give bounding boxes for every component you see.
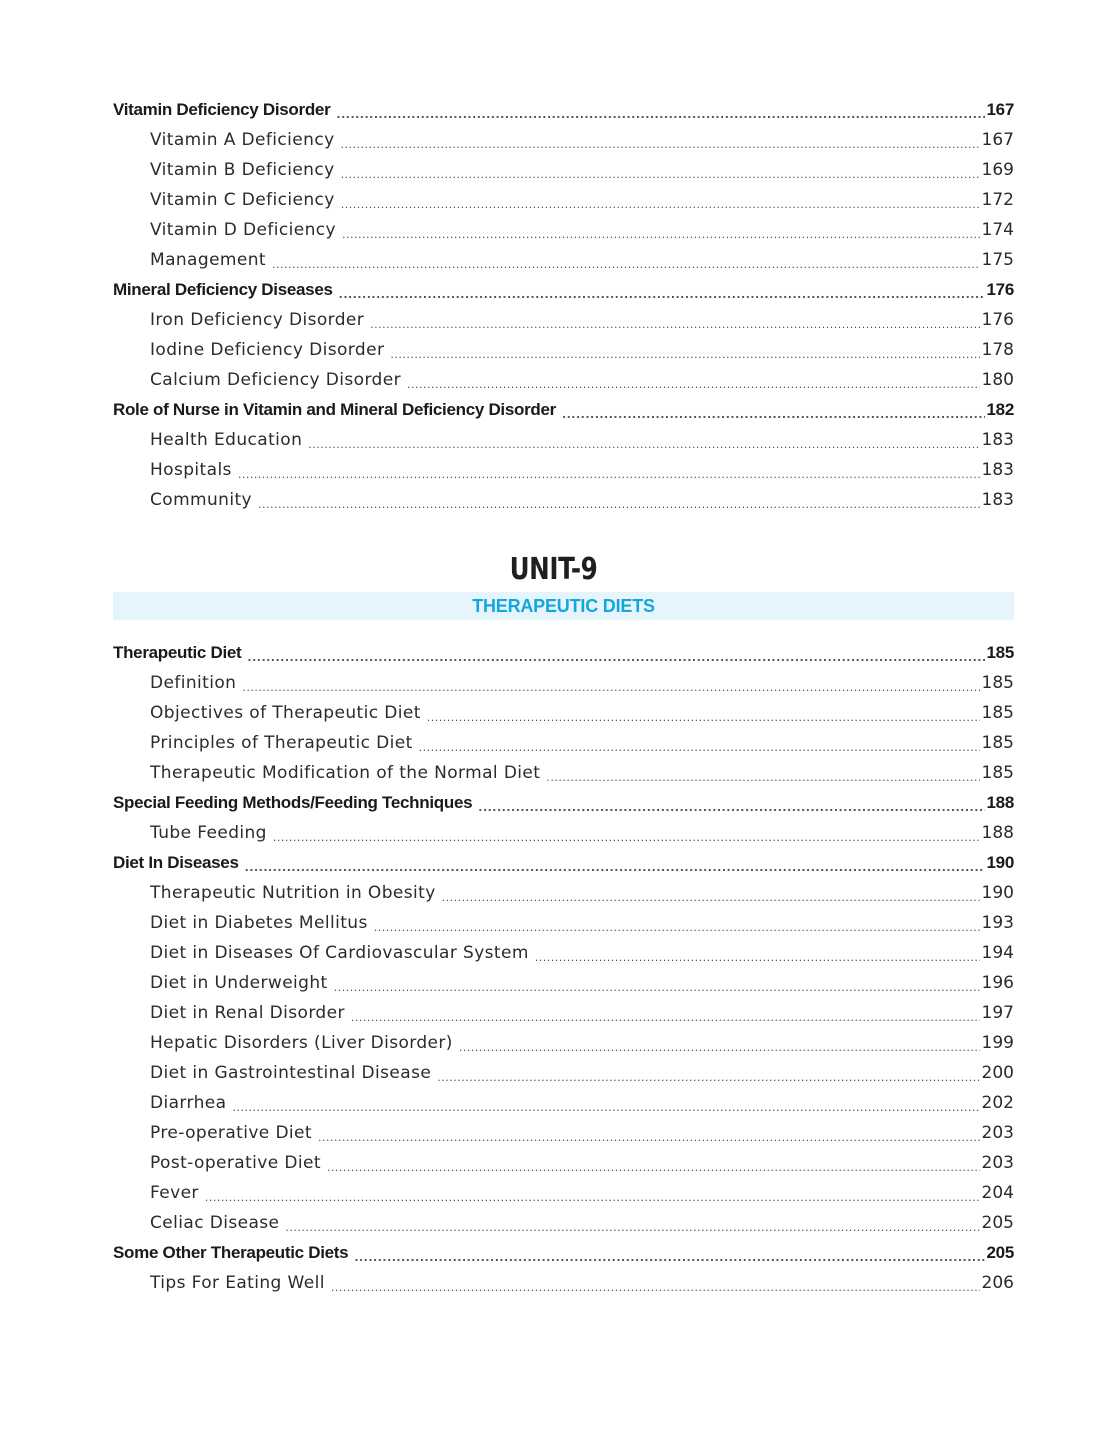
entry-page-number: 185 xyxy=(981,703,1014,723)
toc-subentry xyxy=(113,306,1014,336)
toc-subentry xyxy=(113,156,1014,186)
toc-subentry xyxy=(113,969,1014,999)
entry-page-number: 167 xyxy=(986,100,1014,119)
dot-leader xyxy=(546,772,979,783)
dot-leader xyxy=(427,712,980,723)
entry-page-number: 204 xyxy=(981,1183,1014,1203)
dot-leader xyxy=(354,1252,984,1263)
entry-title: Vitamin D Deficiency xyxy=(150,220,336,240)
toc-subentry xyxy=(113,1149,1014,1179)
dot-leader xyxy=(407,379,980,390)
dot-leader xyxy=(339,289,985,300)
toc-subentry xyxy=(113,909,1014,939)
dot-leader xyxy=(370,319,979,330)
toc-subentry xyxy=(113,216,1014,246)
entry-title: Special Feeding Methods/Feeding Techniques xyxy=(113,793,473,812)
entry-title: Diet in Renal Disorder xyxy=(150,1003,345,1023)
toc-chapter-entry xyxy=(113,396,1014,426)
dot-leader xyxy=(442,892,980,903)
dot-leader xyxy=(342,229,980,240)
entry-page-number: 203 xyxy=(981,1123,1014,1143)
toc-chapter-entry xyxy=(113,1239,1014,1269)
entry-page-number: 197 xyxy=(981,1003,1014,1023)
entry-page-number: 202 xyxy=(981,1093,1014,1113)
entry-title: Diet in Diabetes Mellitus xyxy=(150,913,368,933)
entry-page-number: 178 xyxy=(981,340,1014,360)
toc-subentry xyxy=(113,759,1014,789)
entry-page-number: 196 xyxy=(981,973,1014,993)
toc-subentry xyxy=(113,1179,1014,1209)
entry-title: Management xyxy=(150,250,266,270)
entry-page-number: 205 xyxy=(986,1243,1014,1262)
dot-leader xyxy=(327,1162,980,1173)
dot-leader xyxy=(374,922,980,933)
toc-subentry xyxy=(113,669,1014,699)
dot-leader xyxy=(238,469,980,480)
toc-subentry xyxy=(113,1119,1014,1149)
entry-page-number: 205 xyxy=(981,1213,1014,1233)
entry-title: Vitamin C Deficiency xyxy=(150,190,335,210)
dot-leader xyxy=(459,1042,980,1053)
dot-leader xyxy=(232,1102,979,1113)
dot-leader xyxy=(341,169,980,180)
dot-leader xyxy=(331,1282,980,1293)
entry-page-number: 193 xyxy=(981,913,1014,933)
entry-page-number: 194 xyxy=(981,943,1014,963)
toc-subentry xyxy=(113,1269,1014,1299)
toc-subentry xyxy=(113,999,1014,1029)
entry-title: Vitamin A Deficiency xyxy=(150,130,335,150)
entry-title: Post-operative Diet xyxy=(150,1153,321,1173)
dot-leader xyxy=(242,682,979,693)
unit-heading: UNIT-9 xyxy=(509,552,598,587)
entry-title: Hepatic Disorders (Liver Disorder) xyxy=(150,1033,453,1053)
unit-title-banner xyxy=(113,592,1014,620)
entry-page-number: 188 xyxy=(986,793,1014,812)
unit-title: THERAPEUTIC DIETS xyxy=(472,596,655,616)
toc-subentry xyxy=(113,879,1014,909)
dot-leader xyxy=(419,742,980,753)
entry-page-number: 167 xyxy=(981,130,1014,150)
entry-page-number: 199 xyxy=(981,1033,1014,1053)
entry-title: Vitamin Deficiency Disorder xyxy=(113,100,331,119)
toc-subentry xyxy=(113,126,1014,156)
entry-title: Diet in Underweight xyxy=(150,973,328,993)
entry-page-number: 185 xyxy=(981,673,1014,693)
entry-title: Tips For Eating Well xyxy=(150,1273,325,1293)
entry-page-number: 188 xyxy=(981,823,1014,843)
toc-subentry xyxy=(113,186,1014,216)
toc-subentry xyxy=(113,426,1014,456)
toc-subentry xyxy=(113,1209,1014,1239)
dot-leader xyxy=(351,1012,980,1023)
dot-leader xyxy=(437,1072,979,1083)
dot-leader xyxy=(205,1192,980,1203)
entry-page-number: 183 xyxy=(981,460,1014,480)
toc-subentry xyxy=(113,939,1014,969)
entry-page-number: 206 xyxy=(981,1273,1014,1293)
entry-title: Hospitals xyxy=(150,460,232,480)
toc-subentry xyxy=(113,819,1014,849)
entry-title: Some Other Therapeutic Diets xyxy=(113,1243,349,1262)
dot-leader xyxy=(273,832,980,843)
entry-page-number: 183 xyxy=(981,490,1014,510)
entry-page-number: 182 xyxy=(986,400,1014,419)
toc-subentry xyxy=(113,336,1014,366)
entry-page-number: 185 xyxy=(981,763,1014,783)
entry-page-number: 185 xyxy=(981,733,1014,753)
toc-subentry xyxy=(113,1089,1014,1119)
dot-leader xyxy=(478,802,984,813)
entry-title: Pre-operative Diet xyxy=(150,1123,312,1143)
entry-page-number: 175 xyxy=(981,250,1014,270)
entry-title: Iron Deficiency Disorder xyxy=(150,310,365,330)
toc-subentry xyxy=(113,246,1014,276)
entry-page-number: 180 xyxy=(981,370,1014,390)
entry-title: Vitamin B Deficiency xyxy=(150,160,335,180)
dot-leader xyxy=(535,952,980,963)
entry-page-number: 190 xyxy=(981,883,1014,903)
dot-leader xyxy=(272,259,980,270)
toc-chapter-entry xyxy=(113,639,1014,669)
dot-leader xyxy=(334,982,980,993)
dot-leader xyxy=(341,139,980,150)
dot-leader xyxy=(318,1132,980,1143)
toc-chapter-entry xyxy=(113,849,1014,879)
entry-title: Diarrhea xyxy=(150,1093,227,1113)
entry-title: Definition xyxy=(150,673,237,693)
dot-leader xyxy=(258,499,980,510)
entry-title: Therapeutic Modification of the Normal Diet xyxy=(150,763,541,783)
dot-leader xyxy=(308,439,979,450)
entry-title: Diet in Gastrointestinal Disease xyxy=(150,1063,432,1083)
entry-page-number: 185 xyxy=(986,643,1014,662)
entry-page-number: 172 xyxy=(981,190,1014,210)
entry-title: Diet In Diseases xyxy=(113,853,239,872)
entry-title: Community xyxy=(150,490,252,510)
entry-title: Tube Feeding xyxy=(150,823,267,843)
entry-title: Diet in Diseases Of Cardiovascular System xyxy=(150,943,529,963)
toc-chapter-entry xyxy=(113,276,1014,306)
entry-page-number: 169 xyxy=(981,160,1014,180)
entry-page-number: 203 xyxy=(981,1153,1014,1173)
entry-title: Iodine Deficiency Disorder xyxy=(150,340,385,360)
entry-page-number: 200 xyxy=(981,1063,1014,1083)
toc-subentry xyxy=(113,366,1014,396)
dot-leader xyxy=(247,652,984,663)
entry-page-number: 176 xyxy=(981,310,1014,330)
toc-section-top xyxy=(113,96,1014,516)
entry-title: Objectives of Therapeutic Diet xyxy=(150,703,421,723)
dot-leader xyxy=(285,1222,979,1233)
entry-page-number: 174 xyxy=(981,220,1014,240)
entry-title: Mineral Deficiency Diseases xyxy=(113,280,333,299)
dot-leader xyxy=(390,349,979,360)
entry-title: Fever xyxy=(150,1183,199,1203)
entry-title: Principles of Therapeutic Diet xyxy=(150,733,413,753)
toc-section-bottom xyxy=(113,639,1014,1299)
toc-subentry xyxy=(113,456,1014,486)
entry-title: Calcium Deficiency Disorder xyxy=(150,370,401,390)
entry-title: Therapeutic Nutrition in Obesity xyxy=(150,883,436,903)
entry-page-number: 183 xyxy=(981,430,1014,450)
entry-page-number: 176 xyxy=(986,280,1014,299)
toc-chapter-entry xyxy=(113,789,1014,819)
entry-page-number: 190 xyxy=(986,853,1014,872)
entry-title: Health Education xyxy=(150,430,303,450)
dot-leader xyxy=(341,199,980,210)
dot-leader xyxy=(562,409,985,420)
toc-chapter-entry xyxy=(113,96,1014,126)
toc-subentry xyxy=(113,486,1014,516)
entry-title: Role of Nurse in Vitamin and Mineral Deficiency Disorder xyxy=(113,400,556,419)
toc-subentry xyxy=(113,699,1014,729)
toc-subentry xyxy=(113,1029,1014,1059)
entry-title: Therapeutic Diet xyxy=(113,643,242,662)
toc-subentry xyxy=(113,729,1014,759)
dot-leader xyxy=(245,862,985,873)
dot-leader xyxy=(336,109,984,120)
toc-subentry xyxy=(113,1059,1014,1089)
entry-title: Celiac Disease xyxy=(150,1213,280,1233)
